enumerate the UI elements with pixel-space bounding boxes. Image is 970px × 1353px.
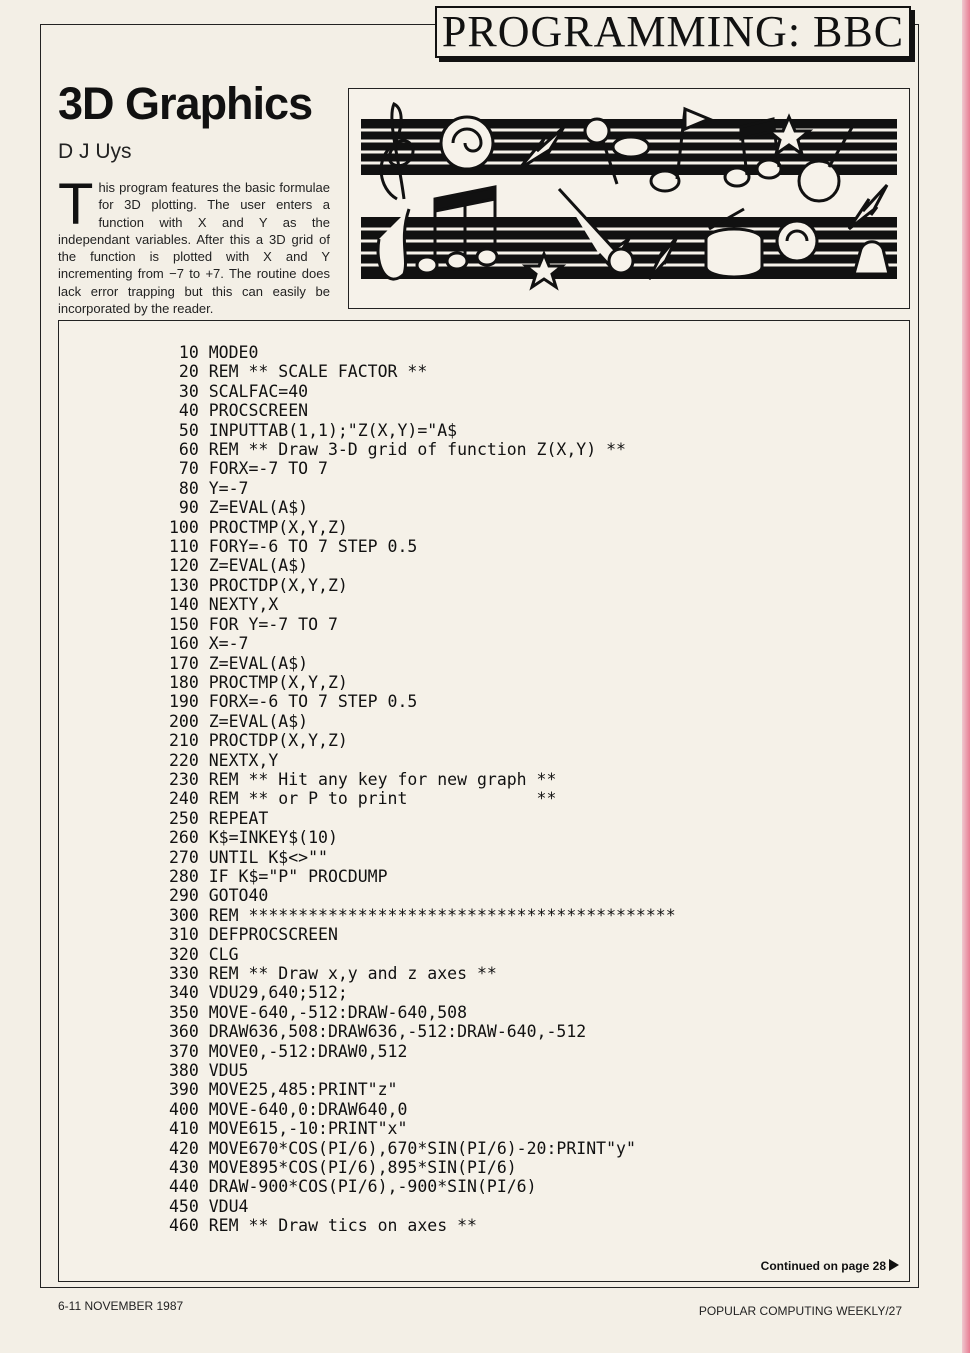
music-notes-icon	[349, 89, 909, 308]
code-line: 160 X=-7	[169, 634, 249, 654]
code-line: 70 FORX=-7 TO 7	[169, 459, 328, 479]
code-line: 150 FOR Y=-7 TO 7	[169, 614, 338, 634]
code-line: 50 INPUTTAB(1,1);"Z(X,Y)="A$	[169, 420, 458, 440]
code-line: 460 REM ** Draw tics on axes **	[169, 1216, 477, 1236]
article-title: 3D Graphics	[58, 78, 313, 129]
code-line: 140 NEXTY,X	[169, 595, 279, 615]
code-line: 300 REM *******************************************	[169, 905, 676, 925]
code-line: 440 DRAW-900*COS(PI/6),-900*SIN(PI/6)	[169, 1177, 537, 1197]
article-byline: D J Uys	[58, 140, 132, 163]
code-line: 330 REM ** Draw x,y and z axes **	[169, 964, 497, 983]
code-line: 180 PROCTMP(X,Y,Z)	[169, 672, 348, 692]
code-line: 230 REM ** Hit any key for new graph **	[169, 769, 557, 789]
code-line: 220 NEXTX,Y	[169, 750, 279, 770]
code-line: 310 DEFPROCSCREEN	[169, 925, 338, 945]
code-line: 370 MOVE0,-512:DRAW0,512	[169, 1041, 408, 1061]
code-line: 60 REM ** Draw 3-D grid of function Z(X,Y) **	[169, 440, 626, 460]
code-line: 320 CLG	[169, 944, 239, 964]
code-listing	[169, 343, 676, 1236]
code-line: 350 MOVE-640,-512:DRAW-640,508	[169, 1002, 468, 1022]
code-line: 410 MOVE615,-10:PRINT"x"	[169, 1119, 408, 1139]
code-line: 380 VDU5	[169, 1061, 249, 1081]
code-line: 280 IF K$="P" PROCDUMP	[169, 866, 388, 886]
article-intro	[58, 172, 330, 317]
code-line: 270 UNTIL K$<>""	[169, 847, 328, 867]
section-header: PROGRAMMING: BBC	[435, 6, 911, 58]
code-line: 340 VDU29,640;512;	[169, 983, 348, 1003]
drop-cap: T	[58, 172, 94, 237]
code-line: 290 GOTO40	[169, 886, 269, 906]
intro-text: his program features the basic formulae for 3D plotting. The user enters a function with X and Y as the independant variables. After this a 3D grid of the function is plotted with X and Y incrementing from −7 to +7. The routine does lack error trapping but this can easily be incorporated by the reader.	[58, 180, 330, 317]
code-line: 420 MOVE670*COS(PI/6),670*SIN(PI/6)-20:PRINT"y"	[169, 1138, 636, 1158]
continued-text: Continued on page 28	[760, 1259, 886, 1273]
arrow-right-icon	[889, 1259, 899, 1271]
code-line: 10 MODE0	[169, 343, 259, 362]
code-line: 110 FORY=-6 TO 7 STEP 0.5	[169, 537, 418, 557]
code-line: 360 DRAW636,508:DRAW636,-512:DRAW-640,-512	[169, 1022, 587, 1042]
code-line: 210 PROCTDP(X,Y,Z)	[169, 731, 348, 751]
code-line: 170 Z=EVAL(A$)	[169, 653, 309, 673]
code-line: 250 REPEAT	[169, 808, 269, 828]
code-line: 400 MOVE-640,0:DRAW640,0	[169, 1099, 408, 1119]
code-line: 190 FORX=-6 TO 7 STEP 0.5	[169, 692, 418, 712]
code-line: 390 MOVE25,485:PRINT"z"	[169, 1080, 398, 1100]
footer-publication: POPULAR COMPUTING WEEKLY/27	[698, 1304, 902, 1318]
code-line: 450 VDU4	[169, 1196, 249, 1216]
code-listing-box	[58, 320, 910, 1282]
code-line: 100 PROCTMP(X,Y,Z)	[169, 517, 348, 537]
continued-note	[761, 1259, 899, 1273]
code-line: 430 MOVE895*COS(PI/6),895*SIN(PI/6)	[169, 1158, 517, 1178]
code-line: 80 Y=-7	[169, 478, 249, 498]
music-notes-illustration	[348, 88, 910, 309]
code-line: 20 REM ** SCALE FACTOR **	[169, 362, 428, 382]
code-line: 200 Z=EVAL(A$)	[169, 711, 309, 731]
code-line: 30 SCALFAC=40	[169, 381, 309, 401]
code-line: 90 Z=EVAL(A$)	[169, 498, 309, 518]
code-line: 120 Z=EVAL(A$)	[169, 556, 309, 576]
footer-date: 6-11 NOVEMBER 1987	[58, 1299, 184, 1313]
page-edge	[962, 0, 970, 1353]
code-line: 260 K$=INKEY$(10)	[169, 828, 338, 848]
code-line: 40 PROCSCREEN	[169, 401, 309, 421]
code-line: 240 REM ** or P to print **	[169, 789, 557, 809]
code-line: 130 PROCTDP(X,Y,Z)	[169, 575, 348, 595]
